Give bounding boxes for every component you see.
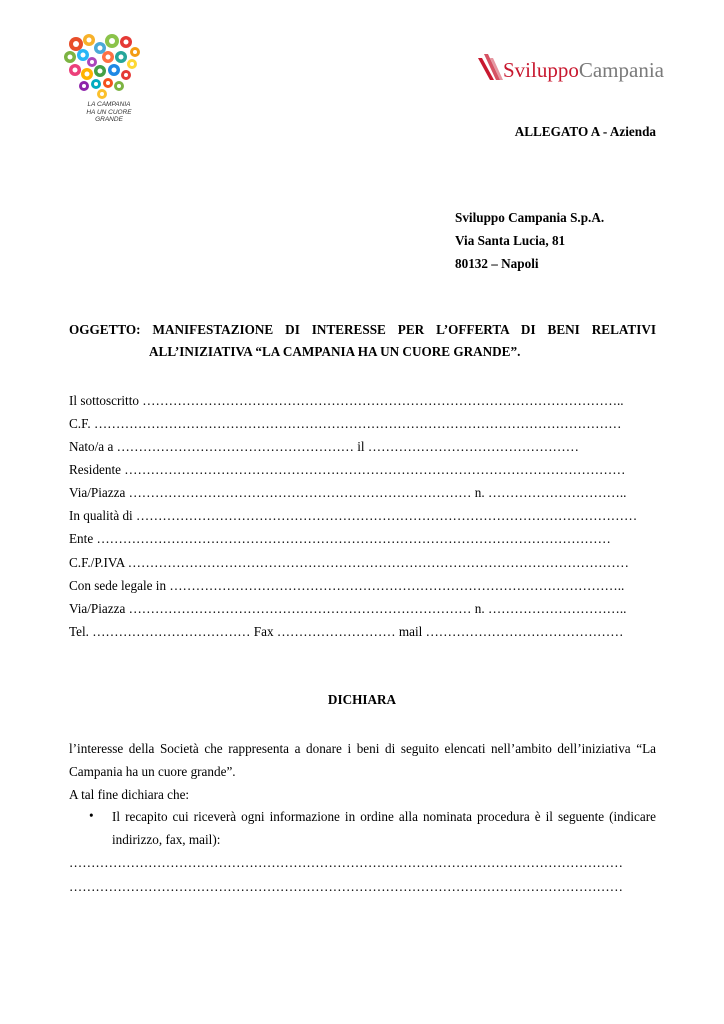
left-logo-caption-line2: HA UN CUORE GRANDE (86, 108, 132, 123)
allegato-label: ALLEGATO A - Azienda (514, 124, 656, 139)
brand-text-part2: Campania (578, 58, 664, 82)
recipient-line1: Sviluppo Campania S.p.A. (455, 210, 605, 225)
field-sede-legale[interactable]: Con sede legale in ………………………………………………………………………………………….. (69, 578, 625, 593)
bullet-symbol: • (89, 808, 94, 823)
field-cf[interactable]: C.F. ………………………………………………………………………………………………………… (69, 416, 622, 431)
subject-line1: OGGETTO: MANIFESTAZIONE DI INTERESSE PER L’OFFERTA DI BENI RELATIVI (69, 322, 656, 337)
field-nato[interactable]: Nato/a a ……………………………………………… il ………………………………………… (69, 439, 579, 454)
fill-line-2[interactable]: ……………………………………………………………………………………………………………… (69, 879, 623, 894)
left-logo-caption-line1: LA CAMPANIA (87, 101, 131, 108)
field-via-piazza[interactable]: Via/Piazza …………………………………………………………………… n. ………………………….. (69, 485, 627, 500)
left-logo-caption (74, 101, 144, 124)
sviluppo-campania-logo-text (503, 58, 664, 83)
bullet-item-recapito: Il recapito cui riceverà ogni informazione in ordine alla nominata procedura è il seguente (indicare indirizzo, fax, mail): (112, 809, 656, 847)
field-via-piazza-sede[interactable]: Via/Piazza …………………………………………………………………… n. ………………………….. (69, 601, 627, 616)
sviluppo-campania-logo-mark (476, 52, 504, 82)
dichiara-heading: DICHIARA (327, 692, 397, 707)
brand-text-part1: Sviluppo (503, 58, 579, 82)
recipient-line2: Via Santa Lucia, 81 (455, 233, 566, 248)
field-contacts[interactable]: Tel. ……………………………… Fax ……………………… mail ……………………………………… (69, 624, 624, 639)
subject-line2: ALL’INIZIATIVA “LA CAMPANIA HA UN CUORE GRANDE”. (149, 344, 521, 359)
field-cf-piva[interactable]: C.F./P.IVA …………………………………………………………………………………………………… (69, 555, 629, 570)
declaration-intro: A tal fine dichiara che: (69, 787, 190, 802)
field-sottoscritto[interactable]: Il sottoscritto ……………………………………………………………………………………………….. (69, 393, 624, 408)
recipient-line3: 80132 – Napoli (455, 256, 539, 271)
fill-line-1[interactable]: ……………………………………………………………………………………………………………… (69, 855, 623, 870)
interest-paragraph: l’interesse della Società che rappresenta a donare i beni di seguito elencati nell’ambito dell’iniziativa “La Campania ha un cuore grande”. (69, 741, 656, 779)
field-qualita[interactable]: In qualità di …………………………………………………………………………………………………… (69, 508, 638, 523)
field-residente[interactable]: Residente …………………………………………………………………………………………………… (69, 462, 626, 477)
field-ente[interactable]: Ente ……………………………………………………………………………………………………… (69, 531, 611, 546)
